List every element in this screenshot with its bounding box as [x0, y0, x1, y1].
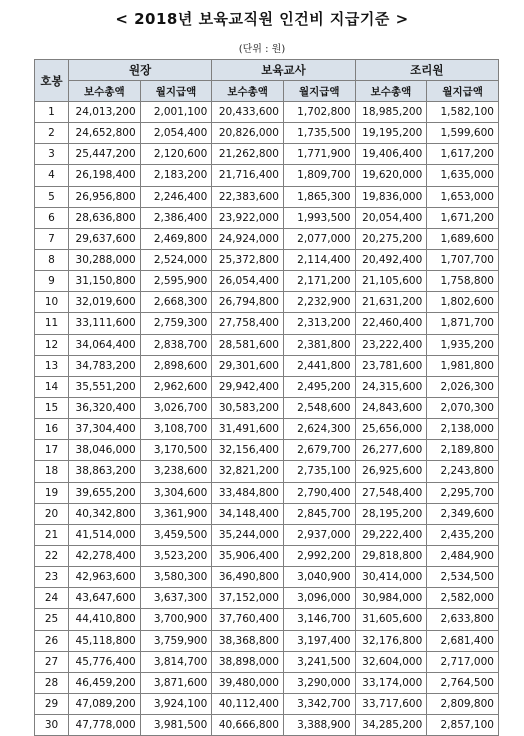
cook-annual-cell: 19,620,000	[355, 165, 427, 186]
director-monthly-cell: 2,183,200	[140, 165, 212, 186]
cook-annual-cell: 25,656,000	[355, 419, 427, 440]
salary-table	[34, 59, 499, 736]
cook-monthly-cell: 2,138,000	[427, 419, 499, 440]
teacher-monthly-cell: 2,790,400	[283, 482, 355, 503]
step-cell: 12	[35, 334, 69, 355]
cook-monthly-cell: 1,707,700	[427, 249, 499, 270]
cook-monthly-cell: 2,809,800	[427, 693, 499, 714]
cook-annual-cell: 21,631,200	[355, 292, 427, 313]
table-row	[35, 271, 499, 292]
cook-annual-cell: 21,105,600	[355, 271, 427, 292]
director-monthly-cell: 3,523,200	[140, 545, 212, 566]
teacher-monthly-cell: 2,114,400	[283, 249, 355, 270]
director-annual-cell: 39,655,200	[69, 482, 141, 503]
teacher-monthly-cell: 2,495,200	[283, 376, 355, 397]
cook-monthly-cell: 2,857,100	[427, 715, 499, 736]
cook-annual-cell: 33,174,000	[355, 672, 427, 693]
step-cell: 10	[35, 292, 69, 313]
table-row	[35, 228, 499, 249]
director-annual-cell: 25,447,200	[69, 144, 141, 165]
cook-monthly-cell: 1,689,600	[427, 228, 499, 249]
cook-monthly-cell: 2,681,400	[427, 630, 499, 651]
teacher-monthly-cell: 3,388,900	[283, 715, 355, 736]
teacher-annual-cell: 33,484,800	[212, 482, 284, 503]
cook-annual-cell: 22,460,400	[355, 313, 427, 334]
step-cell: 3	[35, 144, 69, 165]
teacher-monthly-cell: 1,771,900	[283, 144, 355, 165]
step-cell: 29	[35, 693, 69, 714]
cook-annual-cell: 29,818,800	[355, 545, 427, 566]
director-monthly-cell: 3,759,900	[140, 630, 212, 651]
director-annual-cell: 31,150,800	[69, 271, 141, 292]
cook-annual-cell: 32,176,800	[355, 630, 427, 651]
cook-monthly-cell: 2,243,800	[427, 461, 499, 482]
table-row	[35, 651, 499, 672]
step-cell: 6	[35, 207, 69, 228]
teacher-monthly-cell: 1,865,300	[283, 186, 355, 207]
teacher-annual-cell: 34,148,400	[212, 503, 284, 524]
cook-monthly-cell: 2,070,300	[427, 397, 499, 418]
teacher-annual-cell: 27,758,400	[212, 313, 284, 334]
director-annual-cell: 47,089,200	[69, 693, 141, 714]
teacher-monthly-cell: 3,197,400	[283, 630, 355, 651]
teacher-annual-cell: 23,922,000	[212, 207, 284, 228]
cook-annual-cell: 30,984,000	[355, 588, 427, 609]
cook-monthly-cell: 1,617,200	[427, 144, 499, 165]
teacher-monthly-cell: 2,232,900	[283, 292, 355, 313]
director-monthly-cell: 3,238,600	[140, 461, 212, 482]
step-cell: 17	[35, 440, 69, 461]
teacher-monthly-cell: 3,342,700	[283, 693, 355, 714]
unit-note: (단위 : 원)	[238, 44, 286, 55]
table-row	[35, 376, 499, 397]
director-annual-cell: 26,198,400	[69, 165, 141, 186]
table-row	[35, 102, 499, 123]
cook-annual-cell: 27,548,400	[355, 482, 427, 503]
cook-monthly-cell: 1,935,200	[427, 334, 499, 355]
teacher-annual-cell: 31,491,600	[212, 419, 284, 440]
cook-annual-cell: 20,492,400	[355, 249, 427, 270]
director-annual-cell: 34,064,400	[69, 334, 141, 355]
teacher-annual-cell: 29,942,400	[212, 376, 284, 397]
teacher-annual-cell: 28,581,600	[212, 334, 284, 355]
step-cell: 5	[35, 186, 69, 207]
step-cell: 7	[35, 228, 69, 249]
teacher-annual-cell: 20,433,600	[212, 102, 284, 123]
director-annual-cell: 45,776,400	[69, 651, 141, 672]
teacher-monthly-cell: 2,381,800	[283, 334, 355, 355]
director-monthly-cell: 3,700,900	[140, 609, 212, 630]
director-monthly-cell: 3,361,900	[140, 503, 212, 524]
director-annual-cell: 37,304,400	[69, 419, 141, 440]
teacher-annual-cell: 26,054,400	[212, 271, 284, 292]
step-cell: 25	[35, 609, 69, 630]
cook-annual-cell: 19,406,400	[355, 144, 427, 165]
teacher-annual-cell: 21,716,400	[212, 165, 284, 186]
table-row	[35, 334, 499, 355]
director-annual-cell: 43,647,600	[69, 588, 141, 609]
director-monthly-cell: 2,246,400	[140, 186, 212, 207]
cook-monthly-cell: 2,435,200	[427, 524, 499, 545]
cook-annual-cell: 24,315,600	[355, 376, 427, 397]
step-cell: 2	[35, 123, 69, 144]
table-row	[35, 693, 499, 714]
table-row	[35, 292, 499, 313]
cook-monthly-cell: 2,633,800	[427, 609, 499, 630]
cook-annual-cell: 32,604,000	[355, 651, 427, 672]
teacher-monthly-cell: 2,992,200	[283, 545, 355, 566]
step-cell: 14	[35, 376, 69, 397]
step-cell: 30	[35, 715, 69, 736]
teacher-annual-cell: 38,368,800	[212, 630, 284, 651]
table-row	[35, 123, 499, 144]
teacher-monthly-cell: 2,077,000	[283, 228, 355, 249]
teacher-annual-cell: 25,372,800	[212, 249, 284, 270]
teacher-monthly-cell: 2,937,000	[283, 524, 355, 545]
teacher-monthly-cell: 1,735,500	[283, 123, 355, 144]
table-row	[35, 609, 499, 630]
subheader-annual-total: 보수총액	[69, 81, 141, 102]
table-row	[35, 461, 499, 482]
step-cell: 1	[35, 102, 69, 123]
group-header-teacher: 보육교사	[212, 60, 355, 81]
teacher-monthly-cell: 2,441,800	[283, 355, 355, 376]
director-monthly-cell: 3,170,500	[140, 440, 212, 461]
teacher-annual-cell: 35,906,400	[212, 545, 284, 566]
cook-annual-cell: 31,605,600	[355, 609, 427, 630]
step-cell: 16	[35, 419, 69, 440]
cook-monthly-cell: 2,295,700	[427, 482, 499, 503]
salary-table-body	[35, 102, 499, 736]
director-annual-cell: 38,046,000	[69, 440, 141, 461]
cook-monthly-cell: 1,653,000	[427, 186, 499, 207]
step-cell: 20	[35, 503, 69, 524]
director-annual-cell: 38,863,200	[69, 461, 141, 482]
teacher-annual-cell: 29,301,600	[212, 355, 284, 376]
step-cell: 27	[35, 651, 69, 672]
teacher-annual-cell: 26,794,800	[212, 292, 284, 313]
table-row	[35, 165, 499, 186]
teacher-annual-cell: 35,244,000	[212, 524, 284, 545]
table-row	[35, 545, 499, 566]
director-monthly-cell: 3,871,600	[140, 672, 212, 693]
cook-annual-cell: 30,414,000	[355, 567, 427, 588]
teacher-annual-cell: 24,924,000	[212, 228, 284, 249]
teacher-monthly-cell: 1,993,500	[283, 207, 355, 228]
teacher-annual-cell: 32,821,200	[212, 461, 284, 482]
teacher-annual-cell: 37,152,000	[212, 588, 284, 609]
director-annual-cell: 35,551,200	[69, 376, 141, 397]
director-monthly-cell: 2,668,300	[140, 292, 212, 313]
director-annual-cell: 36,320,400	[69, 397, 141, 418]
director-monthly-cell: 3,108,700	[140, 419, 212, 440]
group-header-cook: 조리원	[355, 60, 498, 81]
cook-monthly-cell: 1,582,100	[427, 102, 499, 123]
director-annual-cell: 26,956,800	[69, 186, 141, 207]
teacher-monthly-cell: 2,679,700	[283, 440, 355, 461]
director-monthly-cell: 3,459,500	[140, 524, 212, 545]
group-header-director: 원장	[69, 60, 212, 81]
subheader-annual-total: 보수총액	[355, 81, 427, 102]
director-monthly-cell: 2,595,900	[140, 271, 212, 292]
director-annual-cell: 30,288,000	[69, 249, 141, 270]
director-annual-cell: 45,118,800	[69, 630, 141, 651]
table-row	[35, 355, 499, 376]
teacher-monthly-cell: 2,313,200	[283, 313, 355, 334]
cook-monthly-cell: 1,758,800	[427, 271, 499, 292]
table-row	[35, 419, 499, 440]
cook-monthly-cell: 2,484,900	[427, 545, 499, 566]
step-cell: 26	[35, 630, 69, 651]
director-annual-cell: 28,636,800	[69, 207, 141, 228]
cook-monthly-cell: 1,671,200	[427, 207, 499, 228]
subheader-monthly-pay: 월지급액	[427, 81, 499, 102]
teacher-monthly-cell: 2,624,300	[283, 419, 355, 440]
director-annual-cell: 42,963,600	[69, 567, 141, 588]
cook-annual-cell: 33,717,600	[355, 693, 427, 714]
teacher-annual-cell: 22,383,600	[212, 186, 284, 207]
cook-monthly-cell: 2,764,500	[427, 672, 499, 693]
step-cell: 8	[35, 249, 69, 270]
teacher-monthly-cell: 3,096,000	[283, 588, 355, 609]
director-annual-cell: 42,278,400	[69, 545, 141, 566]
table-row	[35, 207, 499, 228]
page-title: < 2018년 보육교직원 인건비 지급기준 >	[115, 10, 409, 28]
director-monthly-cell: 3,637,300	[140, 588, 212, 609]
director-annual-cell: 40,342,800	[69, 503, 141, 524]
table-row	[35, 482, 499, 503]
table-row	[35, 503, 499, 524]
table-row	[35, 397, 499, 418]
teacher-monthly-cell: 2,845,700	[283, 503, 355, 524]
teacher-monthly-cell: 3,040,900	[283, 567, 355, 588]
director-monthly-cell: 3,580,300	[140, 567, 212, 588]
table-row	[35, 524, 499, 545]
teacher-annual-cell: 21,262,800	[212, 144, 284, 165]
teacher-monthly-cell: 3,241,500	[283, 651, 355, 672]
teacher-monthly-cell: 3,146,700	[283, 609, 355, 630]
cook-monthly-cell: 1,802,600	[427, 292, 499, 313]
director-monthly-cell: 2,759,300	[140, 313, 212, 334]
teacher-monthly-cell: 2,171,200	[283, 271, 355, 292]
table-row	[35, 588, 499, 609]
cook-annual-cell: 23,781,600	[355, 355, 427, 376]
cook-annual-cell: 26,925,600	[355, 461, 427, 482]
cook-annual-cell: 20,054,400	[355, 207, 427, 228]
cook-annual-cell: 24,843,600	[355, 397, 427, 418]
teacher-annual-cell: 30,583,200	[212, 397, 284, 418]
subheader-annual-total: 보수총액	[212, 81, 284, 102]
cook-monthly-cell: 2,717,000	[427, 651, 499, 672]
step-cell: 28	[35, 672, 69, 693]
cook-monthly-cell: 1,635,000	[427, 165, 499, 186]
director-monthly-cell: 2,054,400	[140, 123, 212, 144]
step-cell: 11	[35, 313, 69, 334]
director-monthly-cell: 3,814,700	[140, 651, 212, 672]
teacher-annual-cell: 32,156,400	[212, 440, 284, 461]
cook-monthly-cell: 1,599,600	[427, 123, 499, 144]
director-annual-cell: 47,778,000	[69, 715, 141, 736]
teacher-monthly-cell: 1,809,700	[283, 165, 355, 186]
director-monthly-cell: 2,469,800	[140, 228, 212, 249]
teacher-monthly-cell: 2,735,100	[283, 461, 355, 482]
cook-annual-cell: 28,195,200	[355, 503, 427, 524]
cook-annual-cell: 18,985,200	[355, 102, 427, 123]
cook-monthly-cell: 2,349,600	[427, 503, 499, 524]
step-header: 호봉	[35, 60, 69, 102]
director-annual-cell: 24,013,200	[69, 102, 141, 123]
table-row	[35, 144, 499, 165]
teacher-monthly-cell: 1,702,800	[283, 102, 355, 123]
director-annual-cell: 33,111,600	[69, 313, 141, 334]
step-cell: 19	[35, 482, 69, 503]
step-cell: 13	[35, 355, 69, 376]
step-cell: 22	[35, 545, 69, 566]
cook-monthly-cell: 2,189,800	[427, 440, 499, 461]
step-cell: 9	[35, 271, 69, 292]
teacher-annual-cell: 38,898,000	[212, 651, 284, 672]
table-row	[35, 630, 499, 651]
teacher-annual-cell: 39,480,000	[212, 672, 284, 693]
table-row	[35, 567, 499, 588]
director-monthly-cell: 2,001,100	[140, 102, 212, 123]
director-monthly-cell: 3,026,700	[140, 397, 212, 418]
director-monthly-cell: 2,898,600	[140, 355, 212, 376]
director-monthly-cell: 3,981,500	[140, 715, 212, 736]
director-monthly-cell: 3,304,600	[140, 482, 212, 503]
teacher-monthly-cell: 2,548,600	[283, 397, 355, 418]
director-monthly-cell: 2,120,600	[140, 144, 212, 165]
subheader-monthly-pay: 월지급액	[140, 81, 212, 102]
table-row	[35, 186, 499, 207]
cook-monthly-cell: 2,582,000	[427, 588, 499, 609]
cook-monthly-cell: 1,871,700	[427, 313, 499, 334]
director-annual-cell: 41,514,000	[69, 524, 141, 545]
director-monthly-cell: 3,924,100	[140, 693, 212, 714]
step-cell: 24	[35, 588, 69, 609]
director-monthly-cell: 2,524,000	[140, 249, 212, 270]
table-row	[35, 249, 499, 270]
cook-annual-cell: 26,277,600	[355, 440, 427, 461]
cook-annual-cell: 20,275,200	[355, 228, 427, 249]
director-annual-cell: 44,410,800	[69, 609, 141, 630]
teacher-annual-cell: 20,826,000	[212, 123, 284, 144]
step-cell: 21	[35, 524, 69, 545]
cook-annual-cell: 19,836,000	[355, 186, 427, 207]
table-row	[35, 715, 499, 736]
step-cell: 23	[35, 567, 69, 588]
teacher-annual-cell: 40,666,800	[212, 715, 284, 736]
step-cell: 4	[35, 165, 69, 186]
cook-annual-cell: 34,285,200	[355, 715, 427, 736]
teacher-monthly-cell: 3,290,000	[283, 672, 355, 693]
cook-monthly-cell: 1,981,800	[427, 355, 499, 376]
step-cell: 15	[35, 397, 69, 418]
table-row	[35, 440, 499, 461]
director-annual-cell: 32,019,600	[69, 292, 141, 313]
director-annual-cell: 34,783,200	[69, 355, 141, 376]
step-cell: 18	[35, 461, 69, 482]
table-row	[35, 672, 499, 693]
teacher-annual-cell: 36,490,800	[212, 567, 284, 588]
cook-annual-cell: 29,222,400	[355, 524, 427, 545]
director-annual-cell: 46,459,200	[69, 672, 141, 693]
table-row	[35, 313, 499, 334]
director-annual-cell: 24,652,800	[69, 123, 141, 144]
subheader-monthly-pay: 월지급액	[283, 81, 355, 102]
director-monthly-cell: 2,386,400	[140, 207, 212, 228]
director-monthly-cell: 2,962,600	[140, 376, 212, 397]
cook-monthly-cell: 2,534,500	[427, 567, 499, 588]
cook-annual-cell: 19,195,200	[355, 123, 427, 144]
director-annual-cell: 29,637,600	[69, 228, 141, 249]
cook-annual-cell: 23,222,400	[355, 334, 427, 355]
teacher-annual-cell: 40,112,400	[212, 693, 284, 714]
director-monthly-cell: 2,838,700	[140, 334, 212, 355]
cook-monthly-cell: 2,026,300	[427, 376, 499, 397]
teacher-annual-cell: 37,760,400	[212, 609, 284, 630]
